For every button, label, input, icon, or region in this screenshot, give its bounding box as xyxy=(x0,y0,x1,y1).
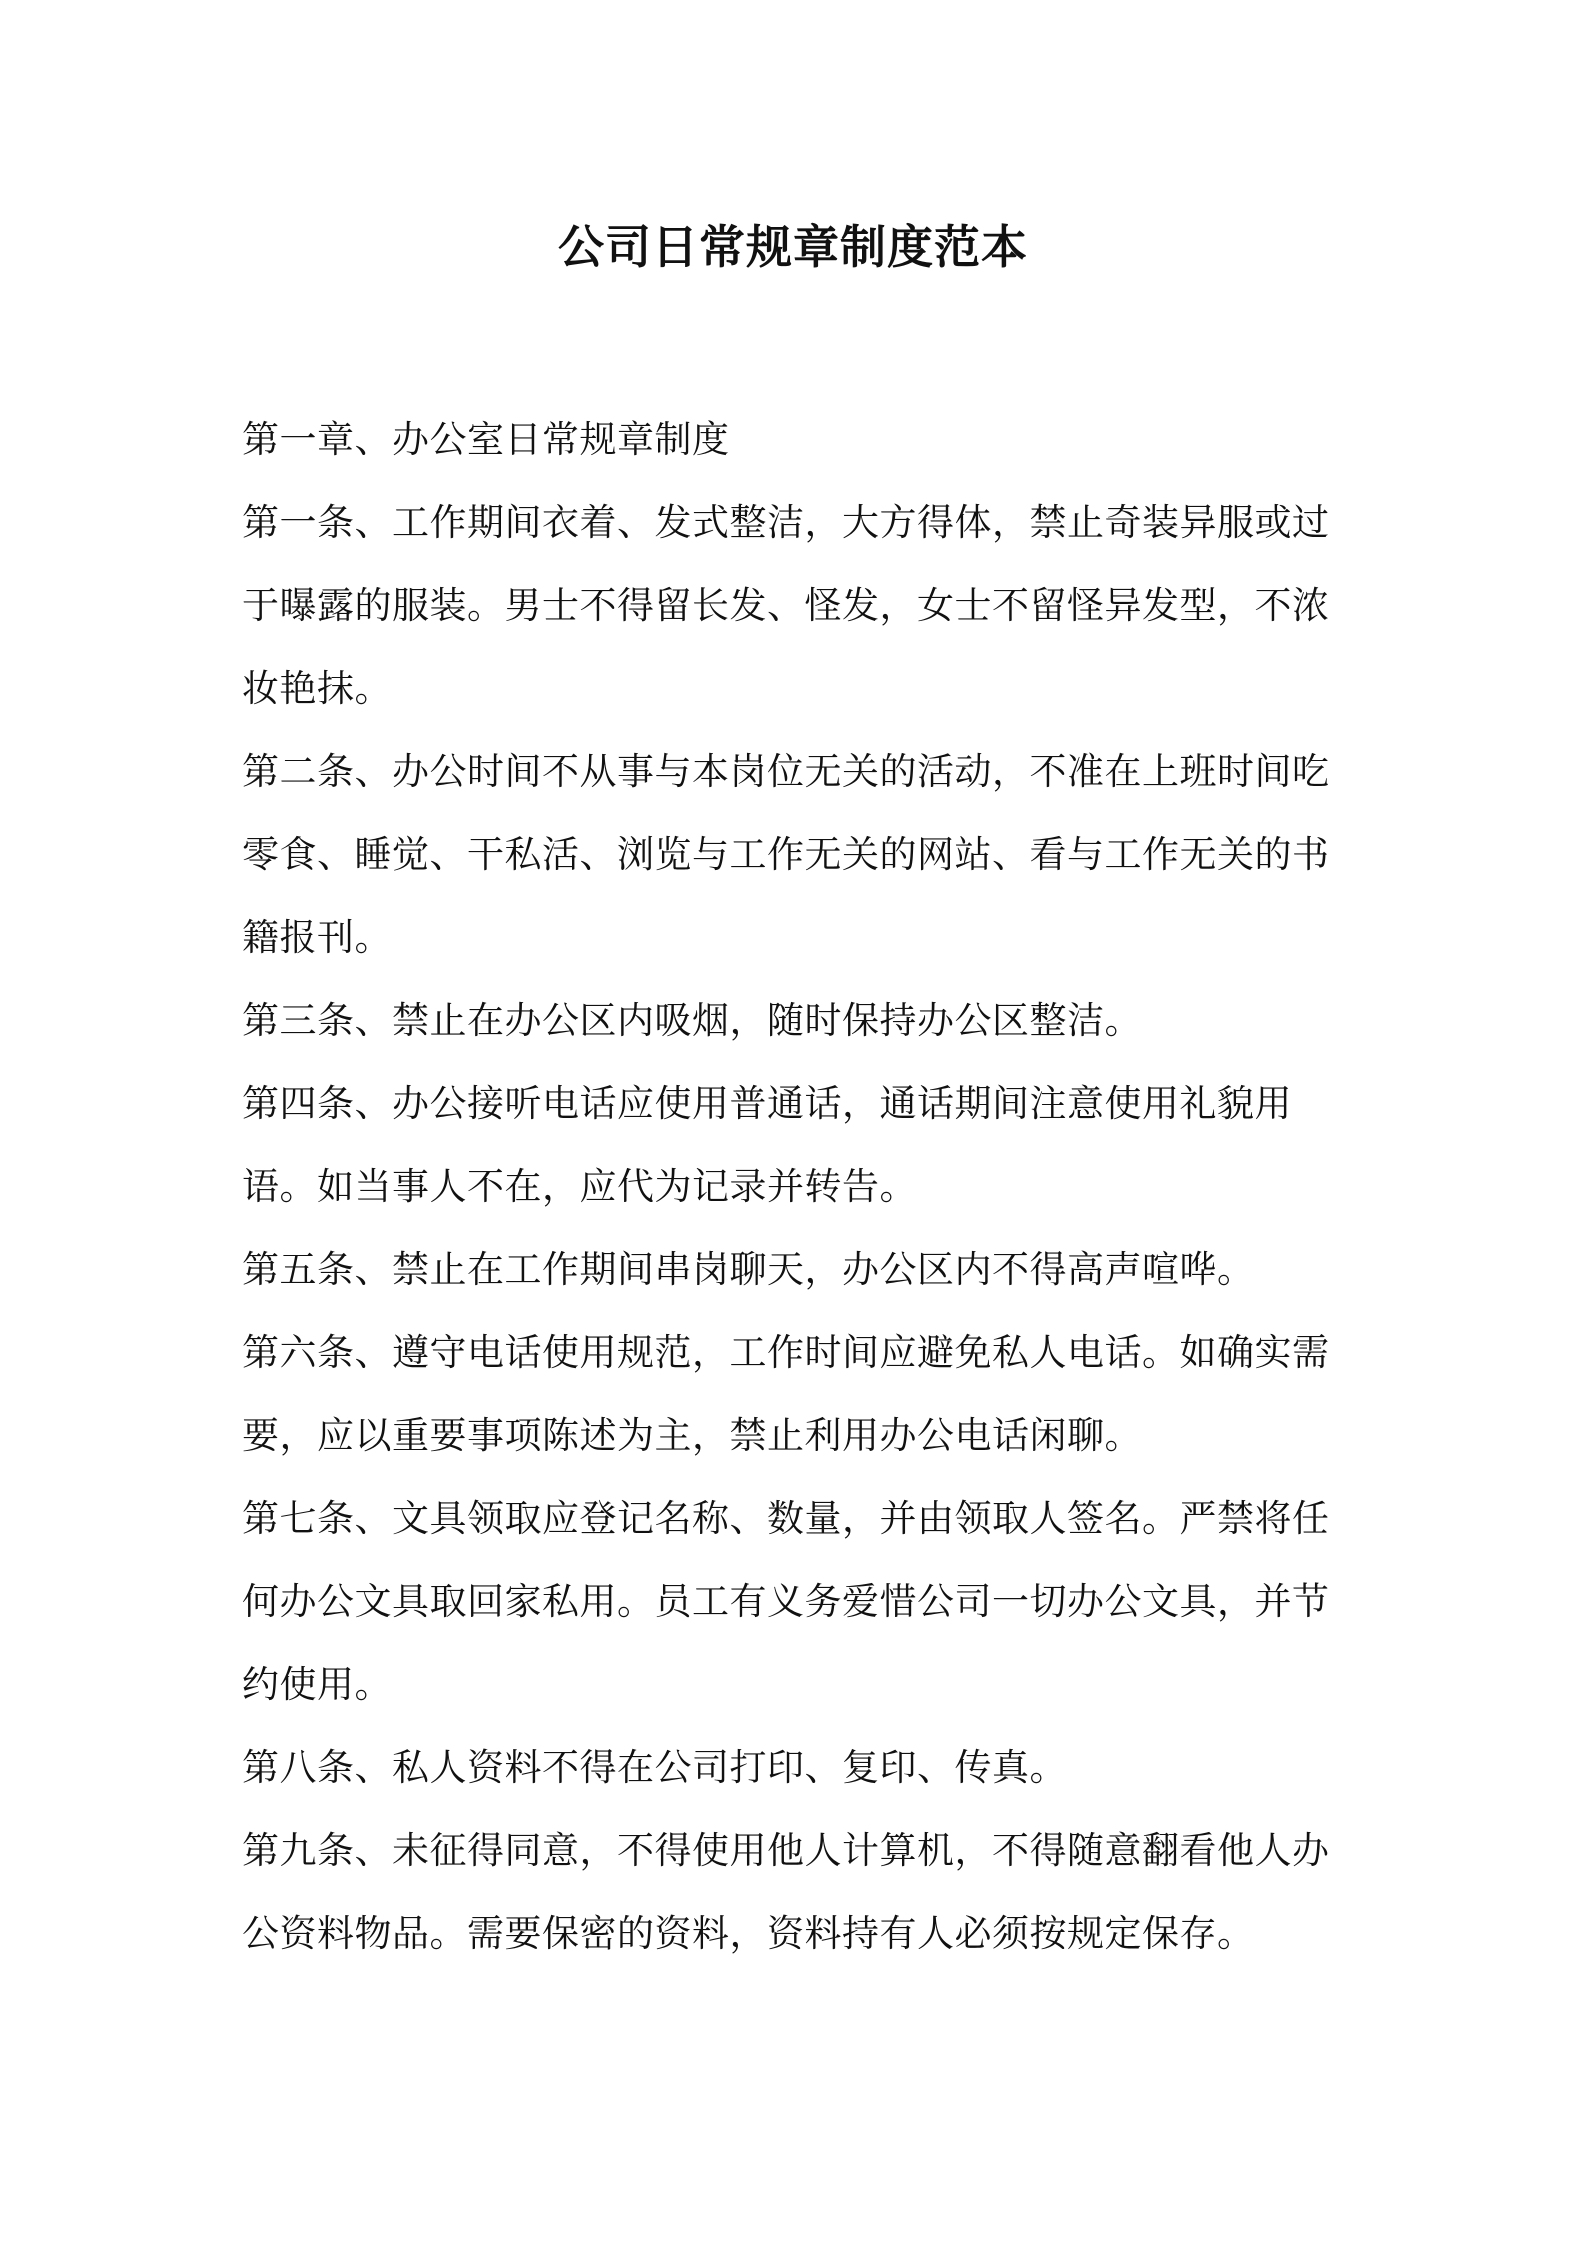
article-7: 第七条、文具领取应登记名称、数量，并由领取人签名。严禁将任何办公文具取回家私用。员工有义务爱惜公司一切办公文具，并节约使用。 xyxy=(242,1497,1330,1706)
article-5: 第五条、禁止在工作期间串岗聊天，办公区内不得高声喧哗。 xyxy=(242,1248,1255,1291)
article-4: 第四条、办公接听电话应使用普通话，通话期间注意使用礼貌用语。如当事人不在，应代为记录并转告。 xyxy=(242,1082,1292,1208)
page-title: 公司日常规章制度范本 xyxy=(558,220,1028,274)
article-6: 第六条、遵守电话使用规范，工作时间应避免私人电话。如确实需要，应以重要事项陈述为主，禁止利用办公电话闲聊。 xyxy=(242,1331,1330,1457)
article-2: 第二条、办公时间不从事与本岗位无关的活动，不准在上班时间吃零食、睡觉、干私活、浏览与工作无关的网站、看与工作无关的书籍报刊。 xyxy=(242,750,1330,959)
article-1: 第一条、工作期间衣着、发式整洁，大方得体，禁止奇装异服或过于曝露的服装。男士不得留长发、怪发，女士不留怪异发型，不浓妆艳抹。 xyxy=(242,501,1330,710)
article-3: 第三条、禁止在办公区内吸烟，随时保持办公区整洁。 xyxy=(242,999,1142,1042)
article-9: 第九条、未征得同意，不得使用他人计算机，不得随意翻看他人办公资料物品。需要保密的资料，资料持有人必须按规定保存。 xyxy=(242,1829,1330,1955)
document-body xyxy=(242,398,1352,1975)
article-8: 第八条、私人资料不得在公司打印、复印、传真。 xyxy=(242,1746,1067,1789)
chapter-heading: 第一章、办公室日常规章制度 xyxy=(242,418,730,461)
